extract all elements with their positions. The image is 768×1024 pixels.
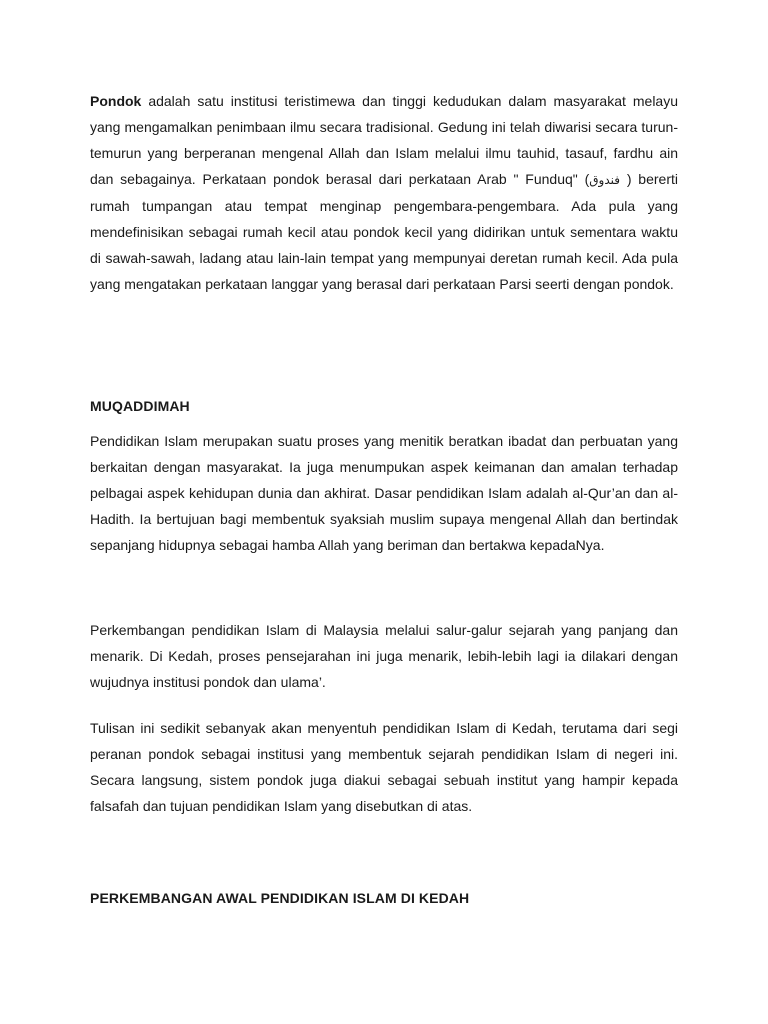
intro-paragraph — [90, 88, 678, 297]
section-heading-perkembangan: PERKEMBANGAN AWAL PENDIDIKAN ISLAM DI KEDAH — [90, 890, 470, 906]
section-heading-muqaddimah: MUQADDIMAH — [90, 398, 190, 414]
document-page — [90, 88, 678, 906]
body-paragraph: Pendidikan Islam merupakan suatu proses yang menitik beratkan ibadat dan perbuatan yang berkaitan dengan masyarakat. Ia juga menumpukan aspek keimanan dan amalan terhadap pelbagai aspek kehidupan dunia dan akhirat. Dasar pendidikan Islam adalah al-Qur’an dan al-Hadith. Ia bertujuan bagi membentuk syaksiah muslim supaya mengenal Allah dan bertindak sepanjang hidupnya sebagai hamba Allah yang beriman dan bertakwa kepadaNya. — [90, 433, 678, 553]
body-paragraph: Tulisan ini sedikit sebanyak akan menyentuh pendidikan Islam di Kedah, terutama dari segi peranan pondok sebagai institusi yang membentuk sejarah pendidikan Islam di negeri ini. Secara langsung, sistem pondok juga diakui sebagai sebuah institut yang hampir kepada falsafah dan tujuan pendidikan Islam yang disebutkan di atas. — [90, 720, 678, 814]
arabic-word: فندوق — [589, 173, 620, 187]
intro-text-part2: ) bererti rumah tumpangan atau tempat menginap pengembara-pengembara. Ada pula yang mendefinisikan sebagai rumah kecil atau pondok kecil yang didirikan untuk sementara waktu di sawah-sawah, ladang atau lain-lain tempat yang mempunyai deretan rumah kecil. Ada pula yang mengatakan perkataan langgar yang berasal dari perkataan Parsi seerti dengan pondok. — [90, 171, 678, 292]
intro-text-part1: adalah satu institusi teristimewa dan tinggi kedudukan dalam masyarakat melayu yang mengamalkan penimbaan ilmu secara tradisional. Gedung ini telah diwarisi secara turun-temurun yang berperanan mengenal Allah dan Islam melalui ilmu tauhid, tasauf, fardhu ain dan sebagainya. Perkataan pondok berasal dari perkataan Arab " Funduq" ( — [90, 93, 678, 187]
body-paragraph: Perkembangan pendidikan Islam di Malaysia melalui salur-galur sejarah yang panjang dan menarik. Di Kedah, proses pensejarahan ini juga menarik, lebih-lebih lagi ia dilakari dengan wujudnya institusi pondok dan ulama’. — [90, 622, 678, 690]
lead-term: Pondok — [90, 93, 142, 109]
